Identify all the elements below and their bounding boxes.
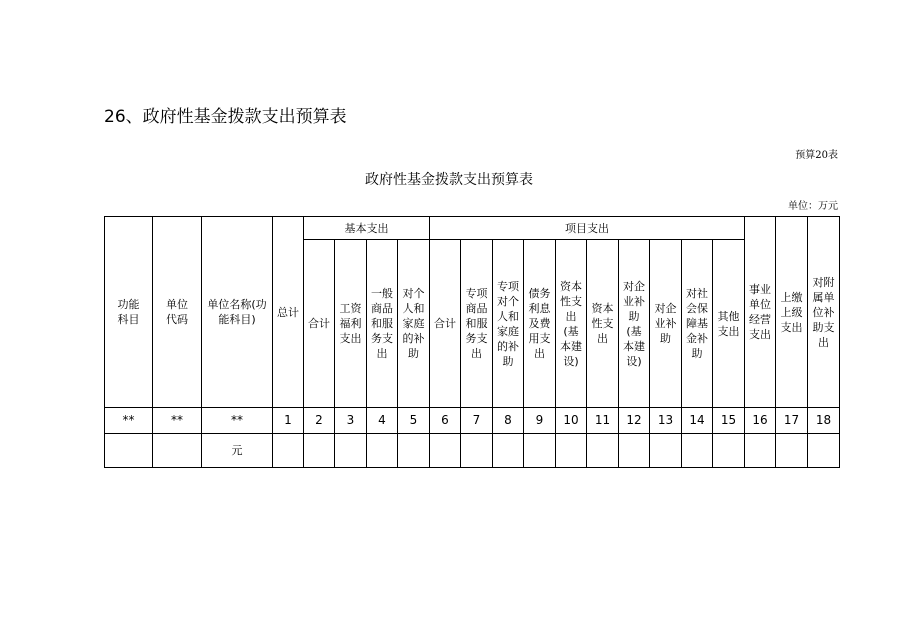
index-cell: 12: [619, 408, 650, 434]
data-cell: [556, 434, 587, 468]
index-row: [105, 408, 840, 434]
data-cell: [745, 434, 776, 468]
index-cell: **: [202, 408, 273, 434]
data-cell: [367, 434, 398, 468]
header-basic-col: 工资福利支出: [335, 240, 367, 408]
index-cell: 15: [713, 408, 745, 434]
data-row: [105, 434, 840, 468]
data-cell: [430, 434, 461, 468]
index-cell: **: [153, 408, 202, 434]
header-project-col: 合计: [430, 240, 461, 408]
table-title: 政府性基金拨款支出预算表: [365, 172, 533, 188]
data-cell: [493, 434, 524, 468]
header-unit-name: 单位名称(功能科目): [202, 217, 273, 408]
data-cell: [335, 434, 367, 468]
index-cell: 3: [335, 408, 367, 434]
header-upper: 上缴上级支出: [776, 217, 808, 408]
header-basic-col: 对个人和家庭的补助: [398, 240, 430, 408]
header-enterprise: 事业单位经营支出: [745, 217, 776, 408]
index-cell: **: [105, 408, 153, 434]
index-cell: 13: [650, 408, 682, 434]
header-project-col: 债务利息及费用支出: [524, 240, 556, 408]
header-basic-col: 一般商品和服务支出: [367, 240, 398, 408]
header-project-col: 其他支出: [713, 240, 745, 408]
data-cell: [398, 434, 430, 468]
index-cell: 10: [556, 408, 587, 434]
data-cell: [808, 434, 840, 468]
index-cell: 14: [682, 408, 713, 434]
header-total: 总计: [273, 217, 304, 408]
data-cell-unit-name: 元: [202, 434, 273, 468]
header-project-col: 专项对个人和家庭的补助: [493, 240, 524, 408]
header-row-group: [105, 217, 840, 240]
header-project-col: 资本性支出: [587, 240, 619, 408]
index-cell: 17: [776, 408, 808, 434]
data-cell: [776, 434, 808, 468]
data-cell: [153, 434, 202, 468]
index-cell: 18: [808, 408, 840, 434]
budget-table: [104, 216, 840, 468]
index-cell: 9: [524, 408, 556, 434]
header-func-subject: 功能科目: [105, 217, 153, 408]
index-cell: 6: [430, 408, 461, 434]
header-project-col: 对企业补助(基本建设): [619, 240, 650, 408]
data-cell: [650, 434, 682, 468]
header-subsidiary: 对附属单位补助支出: [808, 217, 840, 408]
index-cell: 16: [745, 408, 776, 434]
data-cell: [587, 434, 619, 468]
header-unit-code: 单位代码: [153, 217, 202, 408]
header-basic-group: 基本支出: [304, 217, 430, 240]
data-cell: [682, 434, 713, 468]
index-cell: 8: [493, 408, 524, 434]
data-cell: [713, 434, 745, 468]
data-cell: [273, 434, 304, 468]
data-cell: [461, 434, 493, 468]
unit-label: 单位：万元: [788, 201, 838, 212]
data-cell: [524, 434, 556, 468]
header-project-col: 对社会保障基金补助: [682, 240, 713, 408]
form-number: 预算20表: [795, 150, 838, 161]
data-cell: [304, 434, 335, 468]
index-cell: 4: [367, 408, 398, 434]
header-project-group: 项目支出: [430, 217, 745, 240]
header-project-col: 资本性支出(基本建设): [556, 240, 587, 408]
header-project-col: 对企业补助: [650, 240, 682, 408]
header-project-col: 专项商品和服务支出: [461, 240, 493, 408]
index-cell: 11: [587, 408, 619, 434]
data-cell: [619, 434, 650, 468]
index-cell: 5: [398, 408, 430, 434]
index-cell: 2: [304, 408, 335, 434]
index-cell: 7: [461, 408, 493, 434]
header-basic-col: 合计: [304, 240, 335, 408]
index-cell: 1: [273, 408, 304, 434]
page-heading: 26、政府性基金拨款支出预算表: [104, 107, 347, 127]
data-cell: [105, 434, 153, 468]
